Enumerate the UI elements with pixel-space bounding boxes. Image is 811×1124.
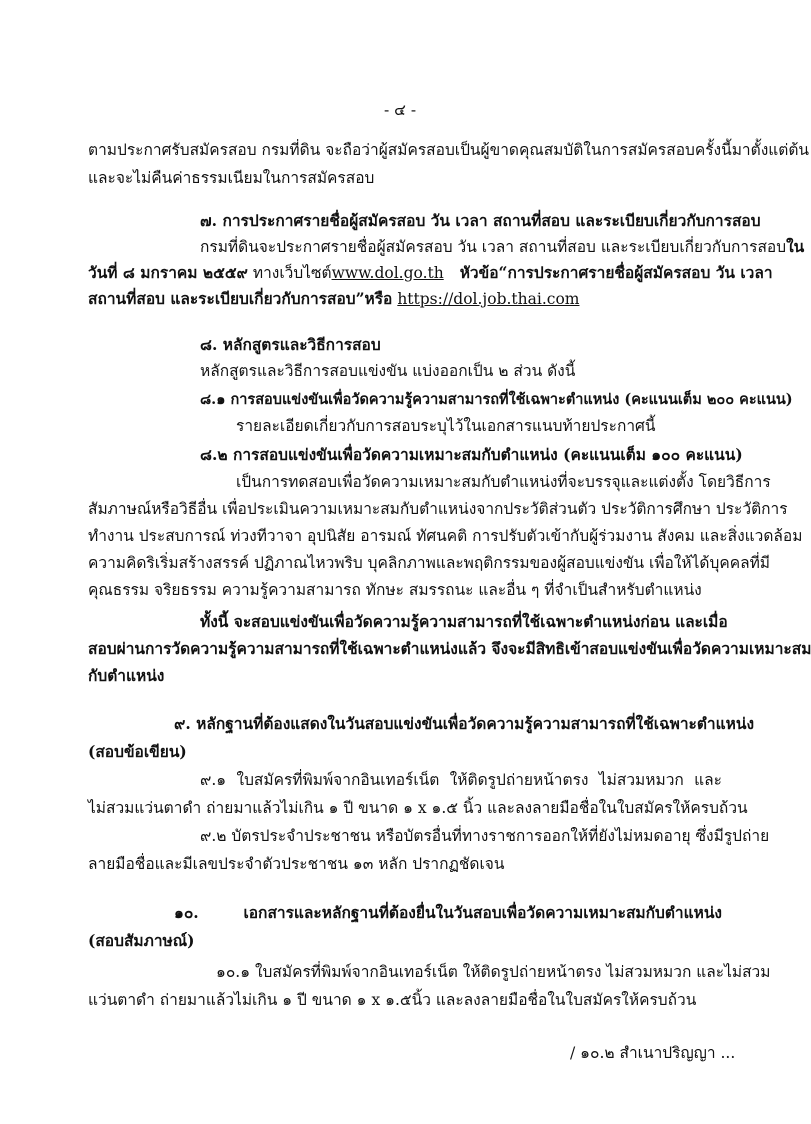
page-number: - ๔ - (384, 101, 417, 119)
paragraph-line: ๙.๒ บัตรประจำประชาชน หรือบัตรอื่นที่ทางราชการออกให้ที่ยังไม่หมดอายุ ซึ่งมีรูปถ่าย (200, 827, 770, 845)
paragraph-line: และจะไม่คืนค่าธรรมเนียมในการสมัครสอบ (88, 169, 375, 187)
paragraph-line: คุณธรรม จริยธรรม ความรู้ความสามารถ ทักษะ สมรรถนะ และอื่น ๆ ที่จำเป็นสำหรับตำแหน่ง (88, 581, 702, 599)
section-8-1-heading: ๘.๑ การสอบแข่งขันเพื่อวัดความรู้ความสามารถที่ใช้เฉพาะตำแหน่ง (คะแนนเต็ม ๒๐๐ คะแนน) (200, 391, 793, 408)
continuation-note: / ๑๐.๒ สำเนาปริญญา ... (570, 1044, 736, 1062)
note-line: กับตำแหน่ง (88, 666, 165, 685)
paragraph-line (200, 237, 804, 257)
section-7-heading: ๗. การประกาศรายชื่อผู้สมัครสอบ วัน เวลา สถานที่สอบ และระเบียบเกี่ยวกับการสอบ (200, 211, 761, 230)
section-7-topic: สถานที่สอบ และระเบียบเกี่ยวกับการสอบ”หรือ (88, 289, 393, 308)
section-7-text-bold: ใน (786, 237, 805, 256)
paragraph-line: ความคิดริเริ่มสร้างสรรค์ ปฏิภาณไหวพริบ บุคลิกภาพและพฤติกรรมของผู้สอบแข่งขัน เพื่อให้ได้บุคคลที่มี (88, 554, 771, 572)
paragraph-line: ทำงาน ประสบการณ์ ท่วงทีวาจา อุปนิสัย อารมณ์ ทัศนคติ การปรับตัวเข้ากับผู้ร่วมงาน สังคม และสิ่งแวดล้อม (88, 527, 803, 545)
job-website-link[interactable]: https://dol.job.thai.com (397, 290, 580, 308)
paragraph-line: ลายมือชื่อและมีเลขประจำตัวประชาชน ๑๓ หลัก ปรากฏชัดเจน (88, 855, 505, 873)
paragraph-line: ไม่สวมแว่นตาดำ ถ่ายมาแล้วไม่เกิน ๑ ปี ขนาด ๑ x ๑.๕ นิ้ว และลงลายมือชื่อในใบสมัครให้ครบถ้วน (88, 799, 748, 817)
paragraph-line: สัมภาษณ์หรือวิธีอื่น เพื่อประเมินความเหมาะสมกับตำแหน่งจากประวัติส่วนตัว ประวัติการศึกษา ประวัติการ (88, 500, 788, 518)
section-9-heading: (สอบข้อเขียน) (88, 742, 187, 761)
paragraph-line: แว่นตาดำ ถ่ายมาแล้วไม่เกิน ๑ ปี ขนาด ๑ x ๑.๕นิ้ว และลงลายมือชื่อในใบสมัครให้ครบถ้วน (88, 991, 697, 1009)
note-line: ทั้งนี้ จะสอบแข่งขันเพื่อวัดความรู้ความสามารถที่ใช้เฉพาะตำแหน่งก่อน และเมื่อ (200, 612, 728, 631)
dol-website-link[interactable]: www.dol.go.th (331, 264, 444, 282)
paragraph-line: ๙.๑ ใบสมัครที่พิมพ์จากอินเทอร์เน็ต ให้ติดรูปถ่ายหน้าตรง ไม่สวมหมวก และ (200, 771, 722, 789)
note-line: สอบผ่านการวัดความรู้ความสามารถที่ใช้เฉพาะตำแหน่งแล้ว จึงจะมีสิทธิเข้าสอบแข่งขันเพื่อวัดความเหมาะสม (88, 639, 811, 658)
section-7-topic: หัวข้อ“การประกาศรายชื่อผู้สมัครสอบ วัน เวลา (459, 263, 773, 282)
paragraph-line: รายละเอียดเกี่ยวกับการสอบระบุไว้ในเอกสารแนบท้ายประกาศนี้ (236, 417, 656, 435)
paragraph-line (88, 263, 773, 283)
paragraph-line: หลักสูตรและวิธีการสอบแข่งขัน แบ่งออกเป็น ๒ ส่วน ดังนี้ (200, 362, 576, 380)
paragraph-line: ๑๐.๑ ใบสมัครที่พิมพ์จากอินเทอร์เน็ต ให้ติดรูปถ่ายหน้าตรง ไม่สวมหมวก และไม่สวม (216, 963, 771, 981)
section-10-heading: (สอบสัมภาษณ์) (88, 931, 195, 950)
paragraph-line: เป็นการทดสอบเพื่อวัดความเหมาะสมกับตำแหน่งที่จะบรรจุและแต่งตั้ง โดยวิธีการ (236, 473, 771, 491)
section-8-heading: ๘. หลักสูตรและวิธีการสอบ (200, 335, 381, 354)
section-7-text: ทางเว็บไซต์ (247, 264, 332, 282)
section-8-2-heading: ๘.๒ การสอบแข่งขันเพื่อวัดความเหมาะสมกับตำแหน่ง (คะแนนเต็ม ๑๐๐ คะแนน) (200, 445, 743, 464)
paragraph-line (88, 289, 579, 309)
announcement-date: วันที่ ๘ มกราคม ๒๕๕๙ (88, 263, 248, 282)
section-9-heading: ๙. หลักฐานที่ต้องแสดงในวันสอบแข่งขันเพื่อวัดความรู้ความสามารถที่ใช้เฉพาะตำแหน่ง (174, 714, 755, 733)
section-7-text: กรมที่ดินจะประกาศรายชื่อผู้สมัครสอบ วัน เวลา สถานที่สอบ และระเบียบเกี่ยวกับการสอบ (200, 238, 787, 256)
paragraph-line: ตามประกาศรับสมัครสอบ กรมที่ดิน จะถือว่าผู้สมัครสอบเป็นผู้ขาดคุณสมบัติในการสมัครสอบครั้งนี้มาตั้งแต่ต้น (88, 141, 809, 159)
section-10-heading: ๑๐. เอกสารและหลักฐานที่ต้องยื่นในวันสอบเพื่อวัดความเหมาะสมกับตำแหน่ง (174, 903, 722, 922)
